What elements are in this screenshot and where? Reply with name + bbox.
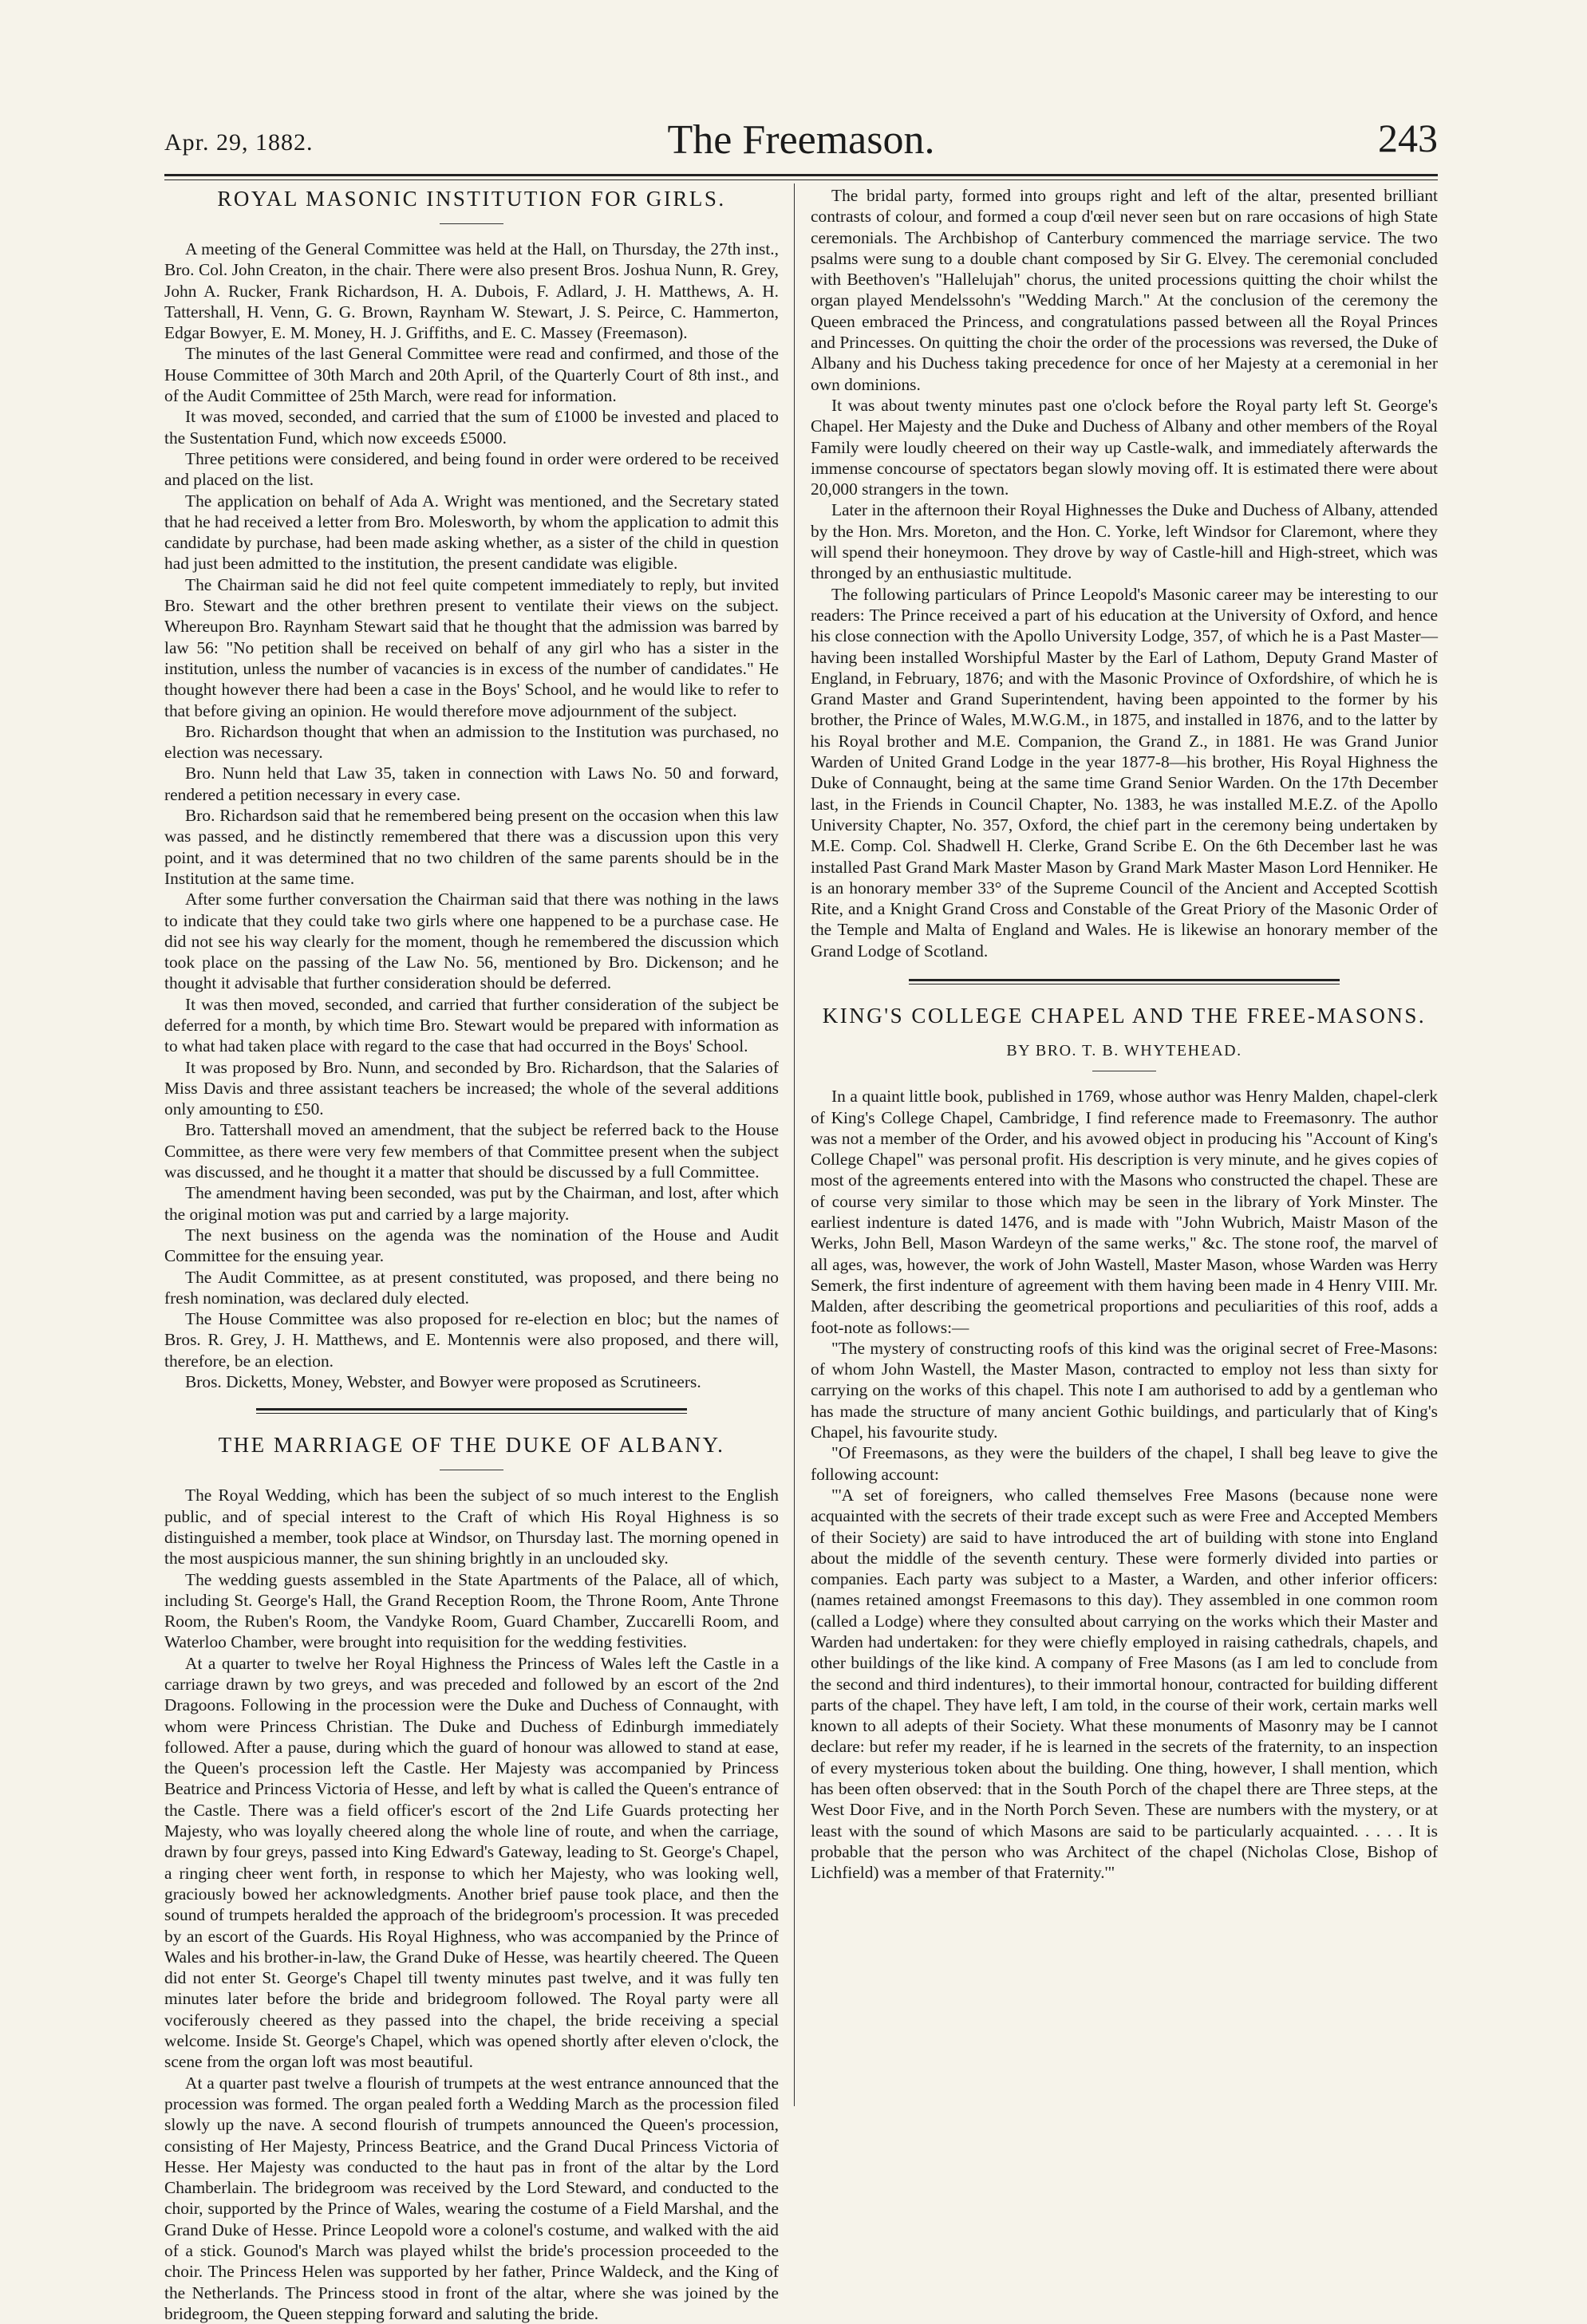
paragraph: It was about twenty minutes past one o'clock before the Royal party left St. George's Chapel. Her Majesty and the Duke and Duchess of Albany and other members of the Royal Family were loudly cheered on their way up Castle-walk, and immediately afterwards the immense concourse of spectators began slowly moving off. It is estimated there were about 20,000 strangers in the town. (811, 395, 1438, 499)
paragraph: It was then moved, seconded, and carried that further consideration of the subject be deferred for a month, by which time Bro. Stewart would be prepared with information as to what had taken place with regard to the case that had occurred in the Boys' School. (164, 994, 779, 1056)
paragraph: The application on behalf of Ada A. Wright was mentioned, and the Secretary stated that he had received a letter from Bro. Molesworth, by whom the application to admit this candidate by purchase, had been made asking whether, as a sister of the child in question had just been admitted to the institution, the present candidate was eligible. (164, 491, 779, 574)
paragraph: The Royal Wedding, which has been the subject of so much interest to the English public, and of special interest to the Craft of which His Royal Highness is so distinguished a member, took place at Windsor, on Thursday last. The morning opened in the most auspicious manner, the sun shining brightly in an unclouded sky. (164, 1486, 779, 1568)
page-number: 243 (1378, 116, 1438, 160)
paragraph: Later in the afternoon their Royal Highnesses the Duke and Duchess of Albany, attended by the Hon. Mrs. Moreton, and the Hon. C. Yorke, left Windsor for Claremont, where they will spend their honeymoon. They drove by way of Castle-hill and High-street, which was thronged by an enthusiastic multitude. (811, 500, 1438, 583)
paragraph: In a quaint little book, published in 1769, whose author was Henry Malden, chapel-clerk of King's College Chapel, Cambridge, I find reference made to Freemasonry. The author was not a member of the Order, and his avowed object in producing his "Account of King's College Chapel" was personal profit. His description is very minute, and he gives copies of most of the agreements entered into with the Masons who constructed the chapel. These are of course very similar to those which may be seen in the library of York Minster. The earliest indenture is dated 1476, and is made with "John Wubrich, Maistr Mason of the Werks, John Bell, Mason Wardeyn of the same werks," &c. The stone roof, the marvel of all ages, was, however, the work of John Wastell, Master Mason, whose Warden was Herry Semerk, the first indenture of agreement with them having been made in 4 Henry VIII. Mr. Malden, after describing the geometrical proportions and peculiarities of this roof, adds a foot-note as follows:— (811, 1087, 1438, 1337)
right-column (811, 185, 1438, 1884)
paragraph: Bro. Tattershall moved an amendment, that the subject be referred back to the House Committee, as there were very few members of that Committee present when the subject was discussed, and he thought it a matter that should be discussed by a full Committee. (164, 1120, 779, 1182)
paragraph: After some further conversation the Chairman said that there was nothing in the laws to indicate that they could take two girls where one happened to be a purchase case. He did not see his way clearly for the moment, though he remembered the discussion which took place on the passing of the Law No. 56, mentioned by Bro. Dickenson; and he thought it advisable that further consideration should be deferred. (164, 890, 779, 993)
paragraph: "'A set of foreigners, who called themselves Free Masons (because none were acquainted with the secrets of their trade except such as were Free and Accepted Members of their Society) are said to have introduced the art of building with stone into England about the middle of the seventh century. These were formerly divided into parties or companies. Each party was subject to a Master, a Warden, and other inferior officers: (names retained amongst Freemasons to this day). They assembled in one common room (called a Lodge) where they consulted about carrying on the works which their Master and Warden had undertaken: for they were chiefly employed in raising cathedrals, chapels, and other buildings of the like kind. A company of Free Masons (as I am led to conclude from the second and third indentures), to their immortal honour, contracted for building different parts of the chapel. They have left, I am told, in the course of their work, certain marks well known to all adepts of their Society. What these monuments of Masonry may be I cannot declare: but refer my reader, if he is learned in the secrets of the fraternity, to an inspection of every mysterious token about the building. One thing, however, I shall mention, which has been often observed: that in the South Porch of the chapel there are Three steps, at the West Door Five, and in the North Porch Seven. These are numbers with the mystery, or at least with the sound of which Masons are said to be particularly acquainted. . . . . It is probable that the person who was Architect of the chapel (Nicholas Close, Bishop of Lichfield) was a member of that Fraternity.'" (811, 1485, 1438, 1883)
column-divider (794, 183, 795, 2106)
article-heading-girls: ROYAL MASONIC INSTITUTION FOR GIRLS. (217, 187, 726, 211)
paragraph: At a quarter to twelve her Royal Highness the Princess of Wales left the Castle in a carriage drawn by two greys, and was preceded and followed by an escort of the 2nd Dragoons. Following in the procession were the Duke and Duchess of Connaught, with whom were Princess Christian. The Duke and Duchess of Edinburgh immediately followed. After a pause, during which the guard of honour was allowed to stand at ease, the Queen's procession left the Castle. Her Majesty was accompanied by Princess Beatrice and Princess Victoria of Hesse, and left by what is called the Queen's entrance of the Castle. There was a field officer's escort of the 2nd Life Guards protecting her Majesty, who was loyally cheered along the whole line of route, and when the carriage, drawn by four greys, passed into King Edward's Gateway, leading to St. George's Chapel, a ringing cheer went forth, in response to which her Majesty, who was looking well, graciously bowed her acknowledgments. Another brief pause took place, and then the sound of trumpets heralded the approach of the bridegroom's procession. It was preceded by an escort of the Guards. His Royal Highness, who was accompanied by the Prince of Wales and his brother-in-law, the Grand Duke of Hesse, was heartily cheered. The Queen did not enter St. George's Chapel till twenty minutes past twelve, and it was fully ten minutes later before the bride and bridegroom followed. The Royal party were all vociferously cheered as they passed into the chapel, the bride receiving a special welcome. Inside St. George's Chapel, which was opened shortly after eleven o'clock, the scene from the organ loft was most beautiful. (164, 1653, 779, 2072)
paragraph: It was moved, seconded, and carried that the sum of £1000 be invested and placed to the Sustentation Fund, which now exceeds £5000. (164, 407, 779, 448)
article-heading-kings-college: KING'S COLLEGE CHAPEL AND THE FREE-MASONS. (822, 1003, 1427, 1028)
issue-date: Apr. 29, 1882. (164, 129, 314, 156)
paragraph: The next business on the agenda was the nomination of the House and Audit Committee for the ensuing year. (164, 1225, 779, 1266)
paragraph: The wedding guests assembled in the State Apartments of the Palace, all of which, including St. George's Hall, the Grand Reception Room, the Throne Room, Ante Throne Room, the Ruben's Room, the Vandyke Room, Guard Chamber, Zuccarelli Room, and Waterloo Chamber, were brought into requisition for the wedding festivities. (164, 1569, 779, 1652)
paragraph: At a quarter past twelve a flourish of trumpets at the west entrance announced that the procession was formed. The organ pealed forth a Wedding March as the procession filed slowly up the nave. A second flourish of trumpets announced the Queen's procession, consisting of Her Majesty, Princess Beatrice, and the Grand Ducal Princess Victoria of Hesse. Her Majesty was conducted to the haut pas in front of the altar by the Lord Chamberlain. The bridegroom was received by the Lord Steward, and conducted to the choir, supported by the Prince of Wales, wearing the costume of a Field Marshal, and the Grand Duke of Hesse. Prince Leopold wore a colonel's costume, and walked with the aid of a stick. Gounod's March was played whilst the bride's procession proceeded to the choir. The Princess Helen was supported by her father, Prince Waldeck, and the King of the Netherlands. The Princess stood in front of the altar, where she was joined by the bridegroom, the Queen stepping forward and saluting the bride. (164, 2073, 779, 2323)
paragraph: Bro. Richardson thought that when an admission to the Institution was purchased, no election was necessary. (164, 721, 779, 763)
paragraph: The Audit Committee, as at present constituted, was proposed, and there being no fresh nomination, was declared duly elected. (164, 1267, 779, 1308)
paragraph: A meeting of the General Committee was held at the Hall, on Thursday, the 27th inst., Bro. Col. John Creaton, in the chair. There were also present Bros. Joshua Nunn, R. Grey, John A. Rucker, Frank Richardson, H. A. Dubois, F. Adlard, J. H. Matthews, A. H. Tattershall, H. Venn, G. G. Brown, Raynham W. Stewart, J. S. Peirce, C. Hammerton, Edgar Bowyer, E. M. Money, H. J. Griffiths, and E. C. Massey (Freemason). (164, 239, 779, 343)
article-separator (909, 979, 1340, 984)
paragraph: The minutes of the last General Committee were read and confirmed, and those of the House Committee of 30th March and 20th April, of the Quarterly Court of 8th inst., and of the Audit Committee of 25th March, were read for information. (164, 344, 779, 406)
masthead-rule (164, 174, 1438, 176)
article-separator (256, 1408, 687, 1414)
paragraph: Bro. Richardson said that he remembered being present on the occasion when this law was passed, and he distinctly remembered that there was a discussion upon this very point, and it was determined that no two children of the same parents should be in the Institution at the same time. (164, 806, 779, 888)
newspaper-title: The Freemason. (667, 117, 935, 163)
left-column (164, 185, 779, 2324)
paragraph: Bro. Nunn held that Law 35, taken in connection with Laws No. 50 and forward, rendered a petition necessary in every case. (164, 763, 779, 804)
paragraph: The amendment having been seconded, was put by the Chairman, and lost, after which the original motion was put and carried by a large majority. (164, 1183, 779, 1224)
paragraph: Three petitions were considered, and being found in order were ordered to be received and placed on the list. (164, 448, 779, 490)
heading-rule (440, 223, 503, 224)
masthead (164, 116, 1438, 176)
paragraph: "Of Freemasons, as they were the builders of the chapel, I shall beg leave to give the following account: (811, 1443, 1438, 1484)
article-heading-albany: THE MARRIAGE OF THE DUKE OF ALBANY. (218, 1433, 725, 1458)
paragraph: The bridal party, formed into groups right and left of the altar, presented brilliant contrasts of colour, and formed a coup d'œil never seen but on rare occasions of high State ceremonials. The Archbishop of Canterbury commenced the marriage service. The two psalms were sung to a double chant composed by Sir G. Elvey. The ceremonial concluded with Beethoven's "Hallelujah" chorus, the united processions quitting the choir whilst the organ played Mendelssohn's "Wedding March." At the conclusion of the ceremony the Queen embraced the Princess, and congratulations passed between all the Royal Princes and Princesses. On quitting the choir the order of the processions was reversed, the Duke of Albany and his Duchess taking precedence for once of her Majesty at a ceremonial in her own dominions. (811, 186, 1438, 394)
byline: BY BRO. T. B. WHYTEHEAD. (1006, 1041, 1242, 1059)
paragraph: It was proposed by Bro. Nunn, and seconded by Bro. Richardson, that the Salaries of Miss Davis and three assistant teachers be increased; the whole of the several additions only amounting to £50. (164, 1057, 779, 1119)
paragraph: The Chairman said he did not feel quite competent immediately to reply, but invited Bro. Stewart and the other brethren present to ventilate their views on the subject. Whereupon Bro. Raynham Stewart said that he thought that the admission was barred by law 56: "No petition shall be received on behalf of any girl who has a sister in the institution, unless the number of vacancies is in excess of the number of candidates." He thought however there had been a case in the Boys' School, and he would like to refer to that before giving an opinion. He would therefore move adjournment of the subject. (164, 574, 779, 720)
paragraph: The House Committee was also proposed for re-election en bloc; but the names of Bros. R. Grey, J. H. Matthews, and E. Montennis were also proposed, and there will, therefore, be an election. (164, 1309, 779, 1371)
paragraph: Bros. Dicketts, Money, Webster, and Bowyer were proposed as Scrutineers. (185, 1372, 701, 1392)
paragraph: The following particulars of Prince Leopold's Masonic career may be interesting to our readers: The Prince received a part of his education at the University of Oxford, and hence his close connection with the Apollo University Lodge, 357, of which he is a Past Master—having been installed Worshipful Master by the Earl of Lathom, Deputy Grand Master of England, in February, 1876; and with the Masonic Province of Oxfordshire, of which he is Grand Master and Grand Superintendent, having been appointed to the former by his brother, the Prince of Wales, M.W.G.M., in 1875, and installed in 1876, and to the latter by his Royal brother and M.E. Companion, the Grand Z., in 1881. He was Grand Junior Warden of United Grand Lodge in the year 1877-8—his brother, His Royal Highness the Duke of Connaught, being at the same time Grand Senior Warden. On the 17th December last, in the Friends in Council Chapter, No. 1383, he was installed M.E.Z. of the Apollo University Chapter, No. 357, Oxford, the chief part in the ceremony being undertaken by M.E. Comp. Col. Shadwell H. Clerke, Grand Scribe E. On the 6th December last he was installed Past Grand Mark Master Mason by Grand Mark Master Mason Lord Henniker. He is an honorary member 33° of the Supreme Council of the Ancient and Accepted Scottish Rite, and a Knight Grand Cross and Constable of the Great Priory of the Masonic Order of the Temple and Malta of England and Wales. He is likewise an honorary member of the Grand Lodge of Scotland. (811, 584, 1438, 961)
paragraph: "The mystery of constructing roofs of this kind was the original secret of Free-Masons: of whom John Wastell, the Master Mason, contracted to employ not less than sixty for carrying on the works of this chapel. This note I am authorised to add by a gentleman who has made the structure of many ancient Gothic buildings, and particularly that of King's Chapel, his favourite study. (811, 1338, 1438, 1442)
